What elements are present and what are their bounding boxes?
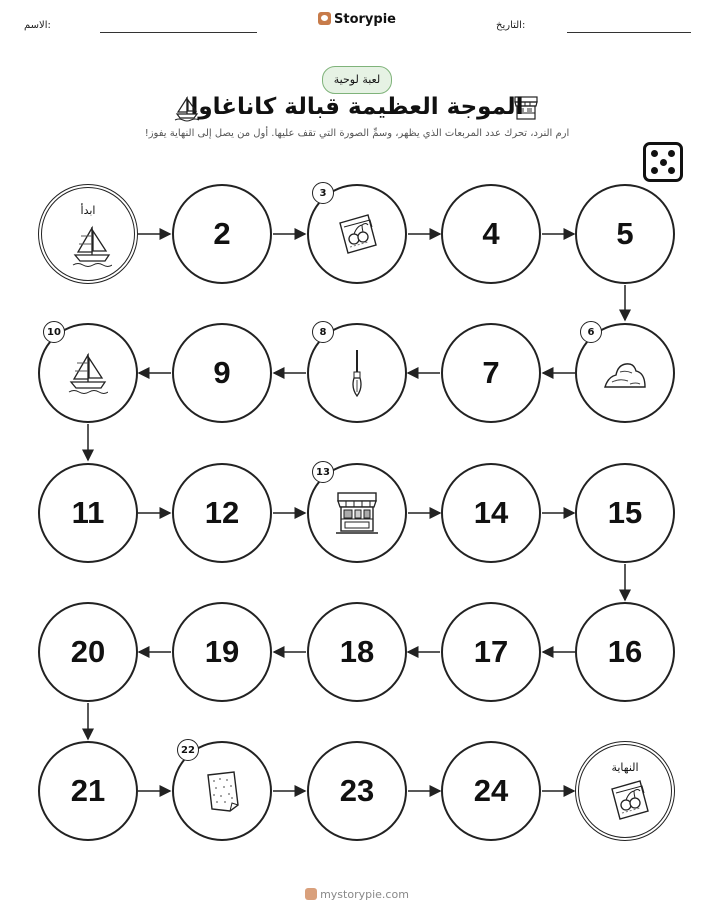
cherry-box-icon xyxy=(606,777,652,827)
board-cell-23 xyxy=(307,741,407,841)
board-cell-22 xyxy=(172,741,272,841)
board-cell-15 xyxy=(575,463,675,563)
sailboat-icon xyxy=(68,351,108,399)
cell-number: 11 xyxy=(71,495,105,530)
cell-number-tag: 22 xyxy=(177,739,199,761)
cherry-box-icon xyxy=(334,211,380,261)
date-label: التاريخ: xyxy=(496,20,526,31)
board-cell-9 xyxy=(172,323,272,423)
board-cell-19 xyxy=(172,602,272,702)
market-stall-icon xyxy=(333,489,381,541)
cell-number: 9 xyxy=(213,355,231,390)
storypie-logo-icon xyxy=(305,888,317,900)
name-label: الاسم: xyxy=(24,20,51,31)
cell-number: 7 xyxy=(482,355,500,390)
board-cell-13 xyxy=(307,463,407,563)
cell-number: 17 xyxy=(473,634,509,669)
cell-number: 24 xyxy=(473,773,509,808)
footer-url[interactable]: mystorypie.com xyxy=(320,888,409,901)
page-title: الموجة العظيمة قبالة كاناغاوا xyxy=(190,94,524,120)
instructions-text: ارم النرد، تحرك عدد المربعات الذي يظهر، وسمِّ الصورة التي تقف عليها. أول من يصل إلى النهاية يفوز! xyxy=(144,128,570,139)
board-cell-finish xyxy=(575,741,675,841)
board-cell-24 xyxy=(441,741,541,841)
board-cell-16 xyxy=(575,602,675,702)
cell-number-tag: 10 xyxy=(43,321,65,343)
board-cell-start xyxy=(38,184,138,284)
board-cell-17 xyxy=(441,602,541,702)
paper-sheet-icon xyxy=(202,769,242,817)
cell-number: 14 xyxy=(473,495,509,530)
cell-number-tag: 3 xyxy=(312,182,334,204)
sailboat-icon xyxy=(72,224,112,272)
cell-number: 4 xyxy=(482,216,500,251)
board-cell-10 xyxy=(38,323,138,423)
game-type-badge: لعبة لوحية xyxy=(322,66,392,94)
cell-number: 15 xyxy=(607,495,643,530)
cell-number: 16 xyxy=(607,634,643,669)
board-cell-8 xyxy=(307,323,407,423)
cell-number: 20 xyxy=(70,634,106,669)
cell-caption: النهاية xyxy=(611,761,639,774)
board-cell-2 xyxy=(172,184,272,284)
cell-number-tag: 13 xyxy=(312,461,334,483)
board-cell-12 xyxy=(172,463,272,563)
cell-number: 12 xyxy=(204,495,240,530)
cell-caption: ابدأ xyxy=(80,204,96,217)
cell-number-tag: 8 xyxy=(312,321,334,343)
board-cell-21 xyxy=(38,741,138,841)
cell-number-tag: 6 xyxy=(580,321,602,343)
board-cell-18 xyxy=(307,602,407,702)
cell-number: 5 xyxy=(616,216,634,251)
footer xyxy=(0,888,714,901)
board-cell-5 xyxy=(575,184,675,284)
board-cell-6 xyxy=(575,323,675,423)
board-cell-3 xyxy=(307,184,407,284)
sand-pile-icon xyxy=(602,355,648,395)
board-cell-7 xyxy=(441,323,541,423)
board-cell-11 xyxy=(38,463,138,563)
paintbrush-icon xyxy=(347,348,367,402)
cell-number: 21 xyxy=(70,773,106,808)
cell-number: 19 xyxy=(204,634,240,669)
board-cell-4 xyxy=(441,184,541,284)
board-cell-20 xyxy=(38,602,138,702)
cell-number: 18 xyxy=(339,634,375,669)
brand-name: Storypie xyxy=(334,12,396,27)
cell-number: 2 xyxy=(213,216,231,251)
board-cell-14 xyxy=(441,463,541,563)
cell-number: 23 xyxy=(339,773,375,808)
